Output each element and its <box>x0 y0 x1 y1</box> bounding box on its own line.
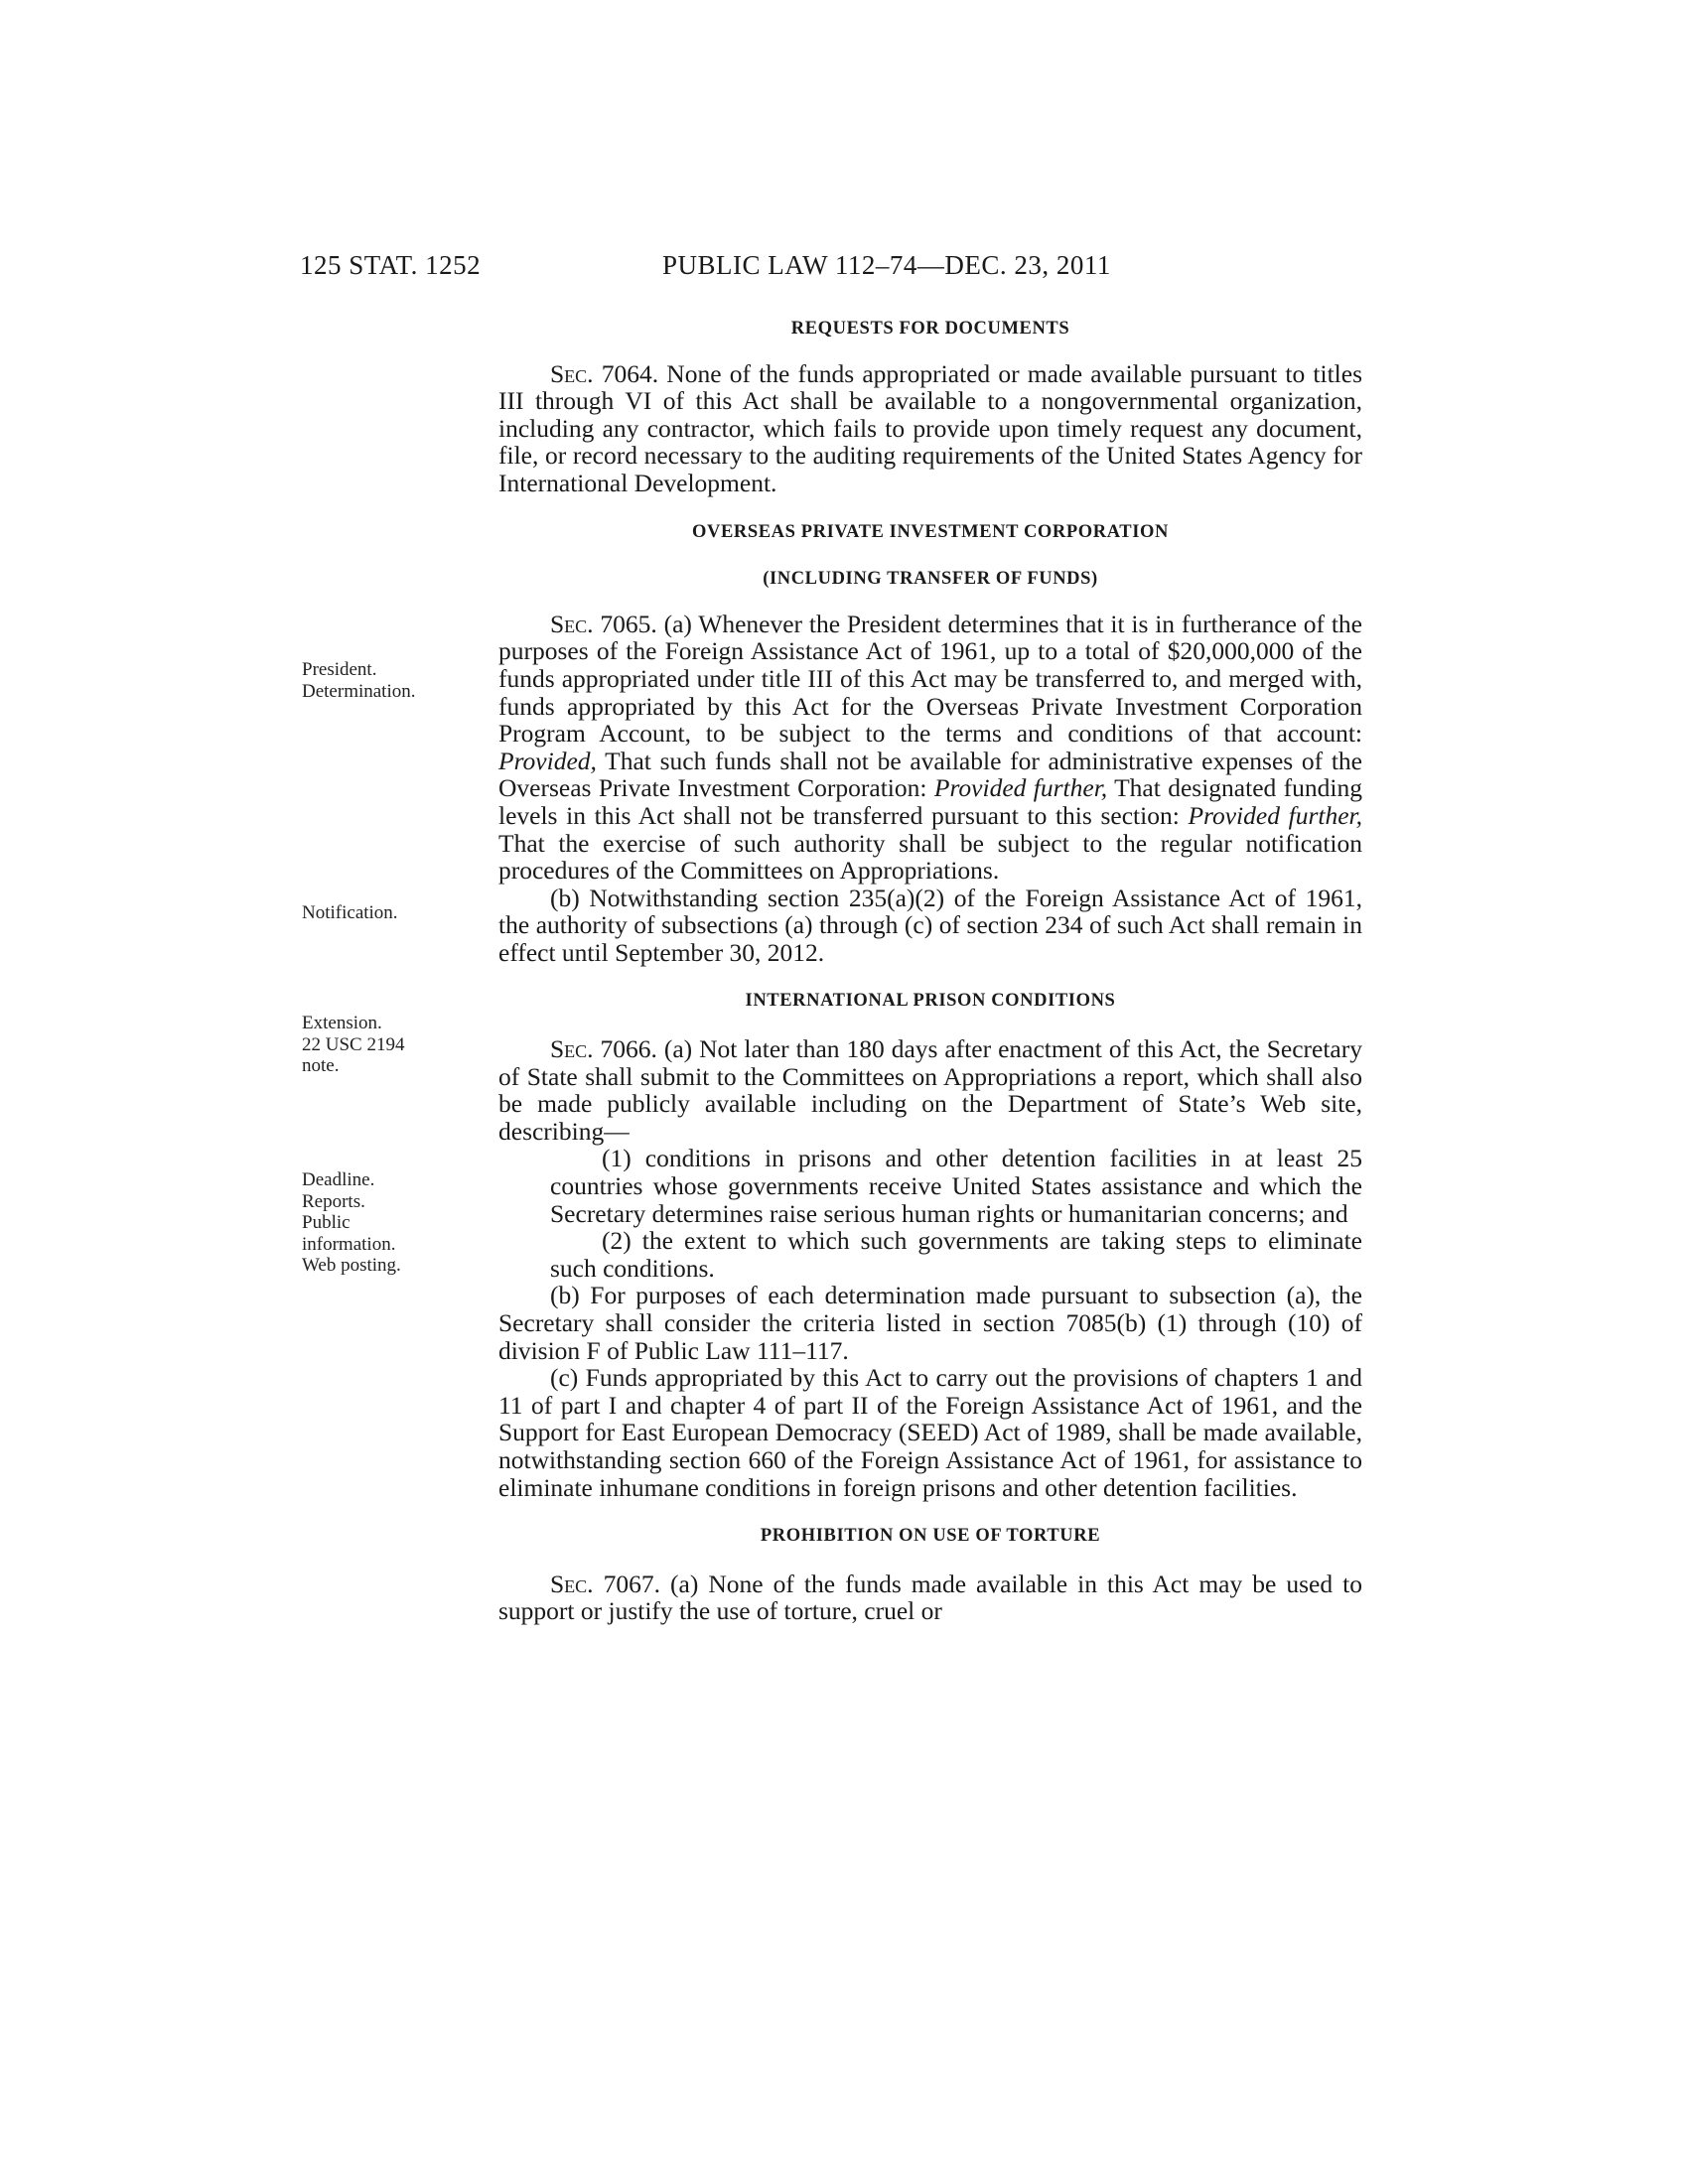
section-7065-paragraph-a <box>498 611 1362 885</box>
section-7066-item-1: (1) conditions in prisons and other detention facilities in at least 25 countries whose governments receive United States assistance and which the Secretary determines raise serious human rights or humanitarian concerns; and <box>550 1144 1362 1228</box>
margin-note-line: 22 USC 2194 <box>302 1033 405 1055</box>
running-head <box>300 250 1194 290</box>
paragraph-text: That such funds shall not be available for administrative expenses of the Overseas Private Investment Corporation: <box>498 746 1362 803</box>
margin-note-line: information. <box>302 1233 396 1255</box>
margin-note-line: Extension. <box>302 1013 382 1033</box>
paragraph-text: That designated funding levels in this Act shall not be transferred pursuant to this section: <box>498 773 1362 830</box>
section-heading-prison-conditions: INTERNATIONAL PRISON CONDITIONS <box>745 991 1116 1012</box>
sec-label: Sec. <box>550 1569 594 1598</box>
margin-note-line: Public <box>302 1212 351 1233</box>
statute-citation: 125 STAT. 1252 <box>300 250 482 280</box>
paragraph-text: 7065. (a) Whenever the President determines that it is in furtherance of the purposes of the Foreign Assistance Act of 1961, up to a total of $20,000,000 of the funds appropriated under title III of this Act may be transferred to, and merged with, funds appropriated by this Act for the Overseas Private Investment Corporation Program Account, to be subject to the terms and conditions of that account: <box>498 609 1362 749</box>
section-7066-item-2: (2) the extent to which such governments are taking steps to eliminate such conditions. <box>550 1226 1362 1283</box>
section-7066-paragraph-c: (c) Funds appropriated by this Act to carry out the provisions of chapters 1 and 11 of part I and chapter 4 of part II of the Foreign Assistance Act of 1961, and the Support for East European Democracy (SEED) Act of 1989, shall be made available, notwithstanding section 660 of the Foreign Assistance Act of 1961, for assistance to eliminate inhumane conditions in foreign prisons and other detention facilities. <box>498 1363 1362 1502</box>
section-7065-paragraph-b: (b) Notwithstanding section 235(a)(2) of the Foreign Assistance Act of 1961, the authority of subsections (a) through (c) of section 234 of such Act shall remain in effect until September 30, 2012. <box>498 883 1362 967</box>
section-heading-opic: OVERSEAS PRIVATE INVESTMENT CORPORATION <box>692 521 1169 542</box>
section-7064-paragraph <box>498 360 1362 497</box>
margin-note-line: Deadline. <box>302 1169 375 1190</box>
section-7067-paragraph-a <box>498 1570 1362 1625</box>
proviso-italic: Provided, <box>498 746 597 775</box>
paragraph-text: 7067. (a) None of the funds made available in this Act may be used to support or justify the use of torture, cruel or <box>498 1569 1362 1626</box>
sec-label: Sec. <box>550 1034 594 1064</box>
paragraph-text: 7064. None of the funds appropriated or made available pursuant to titles III through VI of this Act shall be available to a nongovernmental organization, including any contractor, which fails to provide upon timely request any document, file, or record necessary to the auditing requirements of the United States Agency for International Development. <box>498 358 1362 497</box>
margin-note-line: President. <box>302 659 377 680</box>
section-subheading-transfer-of-funds: (INCLUDING TRANSFER OF FUNDS) <box>763 569 1098 590</box>
section-heading-requests-for-documents: REQUESTS FOR DOCUMENTS <box>790 319 1070 339</box>
margin-note-line: note. <box>302 1055 340 1076</box>
margin-note-notification <box>302 902 451 924</box>
margin-note-line: Determination. <box>302 680 416 702</box>
section-7066-paragraph-a <box>498 1035 1362 1145</box>
margin-note-deadline <box>302 1169 451 1277</box>
document-body <box>498 316 1362 1625</box>
proviso-italic: Provided further, <box>1188 800 1362 830</box>
public-law-citation: PUBLIC LAW 112–74—DEC. 23, 2011 <box>662 250 1111 280</box>
sec-label: Sec. <box>550 358 594 388</box>
section-7066-paragraph-b: (b) For purposes of each determination made pursuant to subsection (a), the Secretary shall consider the criteria listed in section 7085(b) (1) through (10) of division F of Public Law 111–117. <box>498 1281 1362 1365</box>
paragraph-text: That the exercise of such authority shall be subject to the regular notification procedures of the Committees on Appropriations. <box>498 828 1362 886</box>
margin-note-extension <box>302 1013 451 1077</box>
proviso-italic: Provided further, <box>933 773 1108 803</box>
sec-label: Sec. <box>550 609 594 638</box>
paragraph-text: 7066. (a) Not later than 180 days after enactment of this Act, the Secretary of State shall submit to the Committees on Appropriations a report, which shall also be made publicly available including on the Department of State’s Web site, describing— <box>498 1034 1362 1146</box>
margin-note-president <box>302 659 451 702</box>
margin-note-line: Notification. <box>302 902 398 923</box>
margin-note-line: Reports. <box>302 1190 365 1212</box>
margin-note-line: Web posting. <box>302 1255 401 1276</box>
section-heading-prohibition-torture: PROHIBITION ON USE OF TORTURE <box>760 1526 1101 1547</box>
